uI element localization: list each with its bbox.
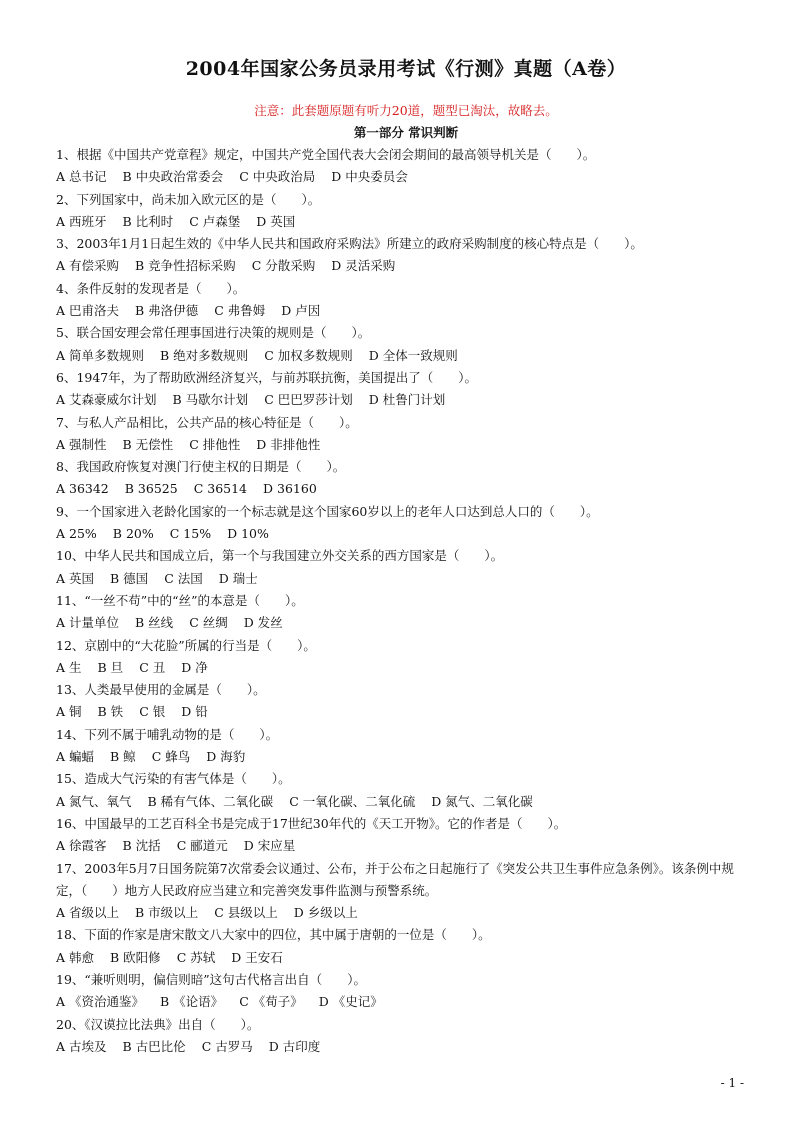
option-c: C 丑 [139,659,166,675]
option-d: D 瑞士 [218,570,258,586]
option-d: D 发丝 [243,615,283,631]
option-a: A 徐霞客 [56,838,107,854]
option-row [56,612,756,634]
option-row [56,568,756,590]
option-d: D 铅 [181,704,208,720]
option-a: A 古埃及 [56,1038,107,1054]
notice-text: 注意：此套题原题有听力20道，题型已淘汰，故略去。 [254,103,558,118]
option-a: A 西班牙 [56,213,107,229]
option-b: B 稀有气体、二氧化碳 [147,793,274,809]
option-a: A 艾森豪威尔计划 [56,392,157,408]
question-text: 1、根据《中国共产党章程》规定，中国共产党全国代表大会闭会期间的最高领导机关是（ ）。 [56,147,596,162]
option-b: B 马歇尔计划 [172,392,249,408]
option-d: D 乡级以上 [293,905,358,921]
option-row [56,389,756,411]
option-c: C 苏轼 [176,949,216,965]
section-heading: 第一部分 常识判断 [353,125,459,140]
option-b: B 竞争性招标采购 [135,258,236,274]
option-c: C 卢森堡 [189,213,241,229]
option-d: D 全体一致规则 [368,347,458,363]
option-b: B 无偿性 [122,436,174,452]
option-b: B 古巴比伦 [122,1038,186,1054]
option-row [56,300,756,322]
option-b: B 沈括 [122,838,161,854]
page-title: 2004年国家公务员录用考试《行测》真题（A卷） [185,58,627,80]
question-text: 13、人类最早使用的金属是（ ）。 [56,682,266,698]
option-row [56,166,756,188]
option-d: D 海豹 [206,749,246,765]
option-c: C 加权多数规则 [264,347,353,363]
option-c: C 中央政治局 [239,169,316,185]
option-row [56,434,756,456]
question-text: 12、京剧中的“大花脸”所属的行当是（ ）。 [56,637,316,653]
option-b: B 欧阳修 [110,949,161,965]
option-row [56,211,756,233]
option-b: B 弗洛伊德 [135,303,199,319]
question-text: 10、中华人民共和国成立后，第一个与我国建立外交关系的西方国家是（ ）。 [56,548,504,564]
option-d: D 《史记》 [318,994,383,1010]
option-a: A 铜 [56,704,82,720]
option-b: B 中央政治常委会 [122,169,224,185]
document-page [56,54,756,1058]
question-text: 2、下列国家中，尚未加入欧元区的是（ ）。 [56,191,321,207]
option-b: B 20% [112,526,154,542]
option-a: A 《资治通鉴》 [56,994,145,1010]
option-c: C 巴巴罗莎计划 [264,392,353,408]
option-a: A 氮气、氧气 [56,793,132,809]
option-d: D 宋应星 [243,838,296,854]
option-d: D 杜鲁门计划 [368,392,446,408]
option-c: C 蜂鸟 [151,749,191,765]
option-d: D 灵活采购 [331,258,396,274]
option-d: D 中央委员会 [331,169,408,185]
option-d: D 非排他性 [256,436,321,452]
option-b: B 36525 [124,481,178,497]
option-a: A 计量单位 [56,615,120,631]
option-d: D 古印度 [268,1038,321,1054]
question-text: 8、我国政府恢复对澳门行使主权的日期是（ ）。 [56,459,346,475]
option-row [56,255,756,277]
option-b: B 丝线 [135,615,174,631]
option-a: A 总书记 [56,169,107,185]
option-c: C 36514 [193,481,248,497]
option-a: A 有偿采购 [56,258,120,274]
option-row [56,791,756,813]
option-c: C 银 [139,704,166,720]
option-row [56,523,756,545]
option-b: B 绝对多数规则 [160,347,249,363]
option-a: A 蝙蝠 [56,749,95,765]
option-row [56,657,756,679]
option-row [56,1036,756,1058]
question-text: 7、与私人产品相比，公共产品的核心特征是（ ）。 [56,414,358,430]
option-d: D 卢因 [281,303,321,319]
option-a: A 省级以上 [56,905,120,921]
question-text: 19、“兼听则明，偏信则暗”这句古代格言出自（ ）。 [56,971,366,987]
option-b: B 市级以上 [135,905,199,921]
option-c: C 一氧化碳、二氧化硫 [289,793,416,809]
option-d: D 10% [227,526,269,542]
option-c: C 法国 [164,570,203,586]
option-b: B 鲸 [110,749,136,765]
option-row [56,345,756,367]
option-c: C 弗鲁姆 [214,303,266,319]
option-row [56,478,756,500]
question-text: 20、《汉谟拉比法典》出自（ ）。 [56,1016,260,1032]
option-c: C 古罗马 [201,1038,253,1054]
question-text: 4、条件反射的发现者是（ ）。 [56,280,246,296]
option-a: A 生 [56,659,82,675]
option-b: B 铁 [97,704,124,720]
option-a: A 巴甫洛夫 [56,303,120,319]
question-text: 11、“一丝不苟”中的“丝”的本意是（ ）。 [56,592,304,608]
option-row [56,947,756,969]
option-c: C 15% [169,526,212,542]
option-row [56,701,756,723]
question-text: 9、一个国家进入老龄化国家的一个标志就是这个国家60岁以上的老年人口达到总人口的（ ）。 [56,503,599,519]
question-text: 5、联合国安理会常任理事国进行决策的规则是（ ）。 [56,325,371,341]
question-text: 16、中国最早的工艺百科全书是完成于17世纪30年代的《天工开物》。它的作者是（ ）。 [56,815,567,831]
option-row [56,835,756,857]
option-c: C 县级以上 [214,905,278,921]
question-text: 17、2003年5月7日国务院第7次常委会议通过、公布，并于公布之日起施行了《突发公共卫生事件应急条例》。该条例中规定，（ ）地方人民政府应当建立和完善突发事件监测与预警系统。 [56,860,734,898]
option-row [56,991,756,1013]
option-a: A 强制性 [56,436,107,452]
option-b: B 德国 [110,570,149,586]
question-list [56,144,756,1058]
page-number: - 1 - [720,1076,744,1090]
option-row [56,902,756,924]
option-d: D 36160 [263,481,317,497]
option-row [56,746,756,768]
question-text: 3、2003年1月1日起生效的《中华人民共和国政府采购法》所建立的政府采购制度的核心特点是（ ）。 [56,236,643,252]
question-text: 14、下列不属于哺乳动物的是（ ）。 [56,726,279,742]
option-a: A 简单多数规则 [56,347,145,363]
option-c: C 分散采购 [251,258,316,274]
option-c: C 丝绸 [189,615,228,631]
option-b: B 比利时 [122,213,174,229]
option-d: D 氮气、二氧化碳 [431,793,533,809]
option-a: A 韩愈 [56,949,95,965]
question-text: 15、造成大气污染的有害气体是（ ）。 [56,771,291,787]
option-a: A 25% [56,526,97,542]
question-text: 18、下面的作家是唐宋散文八大家中的四位，其中属于唐朝的一位是（ ）。 [56,927,491,943]
option-a: A 英国 [56,570,95,586]
option-c: C 郦道元 [176,838,228,854]
option-b: B 旦 [97,659,124,675]
question-text: 6、1947年，为了帮助欧洲经济复兴，与前苏联抗衡，美国提出了（ ）。 [56,369,478,385]
option-d: D 英国 [256,213,296,229]
option-c: C 排他性 [189,436,241,452]
option-a: A 36342 [56,481,109,497]
option-c: C 《荀子》 [239,994,303,1010]
option-d: D 王安石 [231,949,283,965]
option-b: B 《论语》 [160,994,224,1010]
option-d: D 净 [181,659,208,675]
